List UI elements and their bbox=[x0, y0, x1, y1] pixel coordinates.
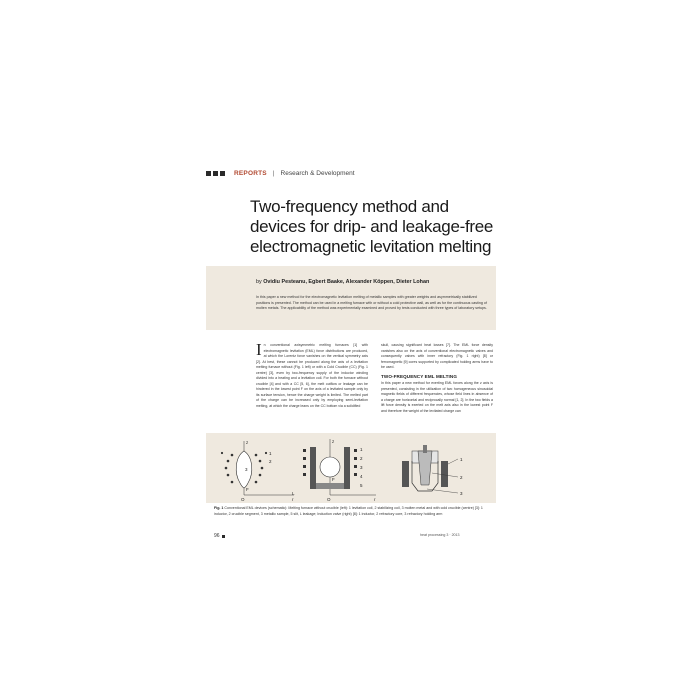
centre-label-5: 5 bbox=[360, 483, 363, 488]
page-number: 96 bbox=[214, 533, 220, 539]
centre-label-r: r bbox=[374, 497, 376, 502]
figure-left-panel bbox=[221, 440, 294, 502]
article-title bbox=[250, 197, 510, 257]
centre-crucible-bottom bbox=[316, 483, 344, 489]
centre-label-1: 1 bbox=[360, 447, 363, 452]
right-refractory-core bbox=[418, 451, 432, 485]
footer-page bbox=[214, 533, 225, 539]
section-separator: | bbox=[272, 170, 275, 177]
centre-crucible-wall-left bbox=[310, 447, 316, 489]
right-label-1: 1 bbox=[460, 457, 463, 462]
right-inductor-right bbox=[441, 461, 448, 487]
figure-right-panel bbox=[402, 445, 463, 496]
caption-label: Fig. 1 bbox=[214, 506, 224, 510]
centre-label-4: 4 bbox=[360, 474, 363, 479]
centre-label-O: O bbox=[327, 497, 331, 502]
left-label-1: 1 bbox=[269, 451, 272, 456]
drop-cap: I bbox=[256, 340, 262, 359]
author-line bbox=[256, 279, 429, 285]
right-label-2: 2 bbox=[460, 475, 463, 480]
body-column-left bbox=[256, 340, 368, 410]
centre-metal-sample bbox=[320, 457, 340, 477]
footer-square-icon bbox=[222, 535, 225, 538]
left-label-F: F bbox=[246, 487, 249, 492]
centre-label-F: F bbox=[332, 477, 335, 482]
left-label-z: z bbox=[246, 440, 249, 445]
left-label-2: 2 bbox=[269, 459, 272, 464]
right-column-paragraph-1: skull, causing significant heat losses [7]. The EML force density vanishes also on the axis of conventional electromagnetic valves and consequently valves with inner refractory (Fig. 1 right) [8] or ferromagnetic [9] cores supported by complicated holding arms have to be used. bbox=[381, 343, 493, 370]
section-header bbox=[206, 170, 355, 177]
centre-label-3: 3 bbox=[360, 465, 363, 470]
right-inductor-left bbox=[402, 461, 409, 487]
title-line-3: electromagnetic levitation melting bbox=[250, 237, 492, 256]
abstract-text: In this paper a new method for the electromagnetic levitation melting of metallic samples with greater weights and asymmetrically stabilized positions is presented. The method can be used in a melting furnace with or without a cold protective wall, as well as for the continuous casting of molten metals. The applicability of the method was experimentally examined and proved by tests conducted with three types of laboratory setups. bbox=[256, 295, 487, 311]
left-column-text: n conventional axisymmetric melting furnaces [1] with electromagnetic levitation (EML) force distributions are produced, at which the Lorentz force vanishes on the vertical symmetry axis [2]. At best, these cannot be produced along the axis of a levitation melting furnace without (Fig. 1 left) or with a Cold Crucible (CC) (Fig. 1 centre) [3], even by two-frequency supply of the inductor winding divided into a heating and a levitation coil. For both the furnace without crucible [4] and with a CC [5, 6], the melt outflow or leakage can be hindered in the lowest point F on the axis of a levitated sample only by its surface tension, hence the charge weight is limited. The melted part of the charge can be increased only by employing semi-levitation melting, at which the charge leans on the CC bottom via a solidified bbox=[256, 343, 368, 409]
right-label-3: 3 bbox=[460, 491, 463, 496]
title-line-1: Two-frequency method and bbox=[250, 197, 449, 216]
centre-label-L: L bbox=[292, 491, 295, 496]
footer-journal: heat processing 3 · 2013 bbox=[420, 533, 460, 537]
centre-label-z: z bbox=[332, 439, 335, 444]
figure-caption bbox=[214, 505, 496, 517]
author-names: Ovidiu Pesteanu, Egbert Baake, Alexander Köppen, Dieter Lohan bbox=[263, 279, 430, 285]
right-holding-arm bbox=[423, 445, 427, 453]
section-label: REPORTS bbox=[234, 170, 267, 177]
title-line-2: devices for drip- and leakage-free bbox=[250, 217, 494, 236]
caption-text: Conventional EML devices (schematic): Melting furnace without crucible (left): 1 levitation coil, 2 stabilizing coil, 3 molten metal and with cold crucible (centre) [3]: 1 inductor, 2 crucible segment, 3 metallic sample, 5 slit, L leakage; Induction valve (right) [8]: 1 inductor, 2 refractory core, 3 refractory holding arm bbox=[214, 506, 483, 516]
author-prefix: by bbox=[256, 279, 262, 285]
section-heading: TWO-FREQUENCY EML MELTING bbox=[381, 373, 457, 379]
figure-schematics bbox=[206, 433, 496, 503]
left-label-3: 3 bbox=[245, 467, 248, 472]
left-label-O: O bbox=[241, 497, 245, 502]
header-squares-icon bbox=[206, 171, 225, 176]
body-column-right bbox=[381, 343, 493, 415]
right-column-paragraph-2: In this paper a new method for exerting EML forces along the z axis is presented, consisting in the utilization of two homogeneous sinusoidal magnetic fields of different frequencies, whose field lines in absence of a charge are horizontal and reciprocally normal [1, 2]. In the two fields a lift force density is exerted on the melt axis also in the lowest point F and therefore the weight of the levitated charge can bbox=[381, 381, 493, 414]
centre-crucible-wall-right bbox=[344, 447, 350, 489]
centre-label-2: 2 bbox=[360, 456, 363, 461]
left-label-r: r bbox=[292, 497, 294, 502]
figure-centre-panel bbox=[292, 439, 376, 502]
left-molten-drop bbox=[236, 451, 252, 488]
section-subtitle: Research & Development bbox=[280, 170, 355, 177]
